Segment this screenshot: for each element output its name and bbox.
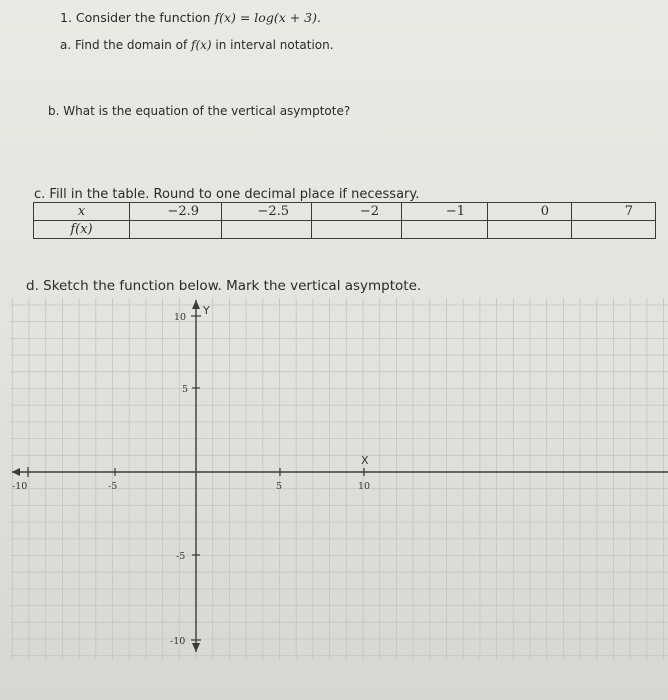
part-b-question: b. What is the equation of the vertical asymptote? [48, 104, 351, 118]
coordinate-grid[interactable] [0, 290, 668, 700]
part-d-question: d. Sketch the function below. Mark the vertical asymptote. [26, 278, 422, 294]
part-a-function: f(x) [191, 38, 212, 52]
part-a-suffix: in interval notation. [211, 38, 334, 52]
fx-answer-cell[interactable] [130, 221, 222, 239]
x-value-cell: −2.5 [222, 203, 312, 221]
x-axis-label: X [361, 454, 369, 467]
y-axis-down-arrow [192, 643, 200, 652]
grid-lines [10, 298, 668, 660]
x-value-cell: −1 [402, 203, 488, 221]
x-tick-label: 5 [276, 481, 283, 492]
x-header-cell: x [34, 203, 130, 221]
x-tick-label: -5 [108, 481, 118, 492]
fx-answer-cell[interactable] [312, 221, 402, 239]
x-axis-left-arrow [12, 468, 20, 476]
x-value-cell: 7 [572, 203, 656, 221]
x-tick-label: -10 [12, 481, 28, 492]
y-tick-label: 5 [182, 384, 189, 395]
fx-answer-cell[interactable] [488, 221, 572, 239]
function-definition: f(x) = log(x + 3). [214, 10, 321, 25]
question-intro [60, 10, 321, 25]
fx-answer-cell[interactable] [222, 221, 312, 239]
y-tick-label: 10 [174, 312, 187, 323]
table-row-x [34, 203, 656, 221]
x-value-cell: −2.9 [130, 203, 222, 221]
fx-answer-cell[interactable] [402, 221, 488, 239]
part-c-question: c. Fill in the table. Round to one decimal place if necessary. [34, 187, 420, 202]
question-intro-text: 1. Consider the function [60, 10, 215, 25]
fx-answer-cell[interactable] [572, 221, 656, 239]
fx-header-cell: f(x) [34, 221, 130, 239]
part-a-question [60, 38, 334, 52]
y-axis-up-arrow [192, 300, 200, 309]
x-tick-label: 10 [358, 481, 371, 492]
part-a-prefix: a. Find the domain of [60, 38, 192, 52]
x-value-cell: 0 [488, 203, 572, 221]
values-table [33, 202, 656, 239]
x-value-cell: −2 [312, 203, 402, 221]
y-axis-label: Y [203, 304, 210, 317]
table-row-fx [34, 221, 656, 239]
y-tick-label: -5 [176, 551, 186, 562]
y-tick-label: -10 [170, 636, 186, 647]
